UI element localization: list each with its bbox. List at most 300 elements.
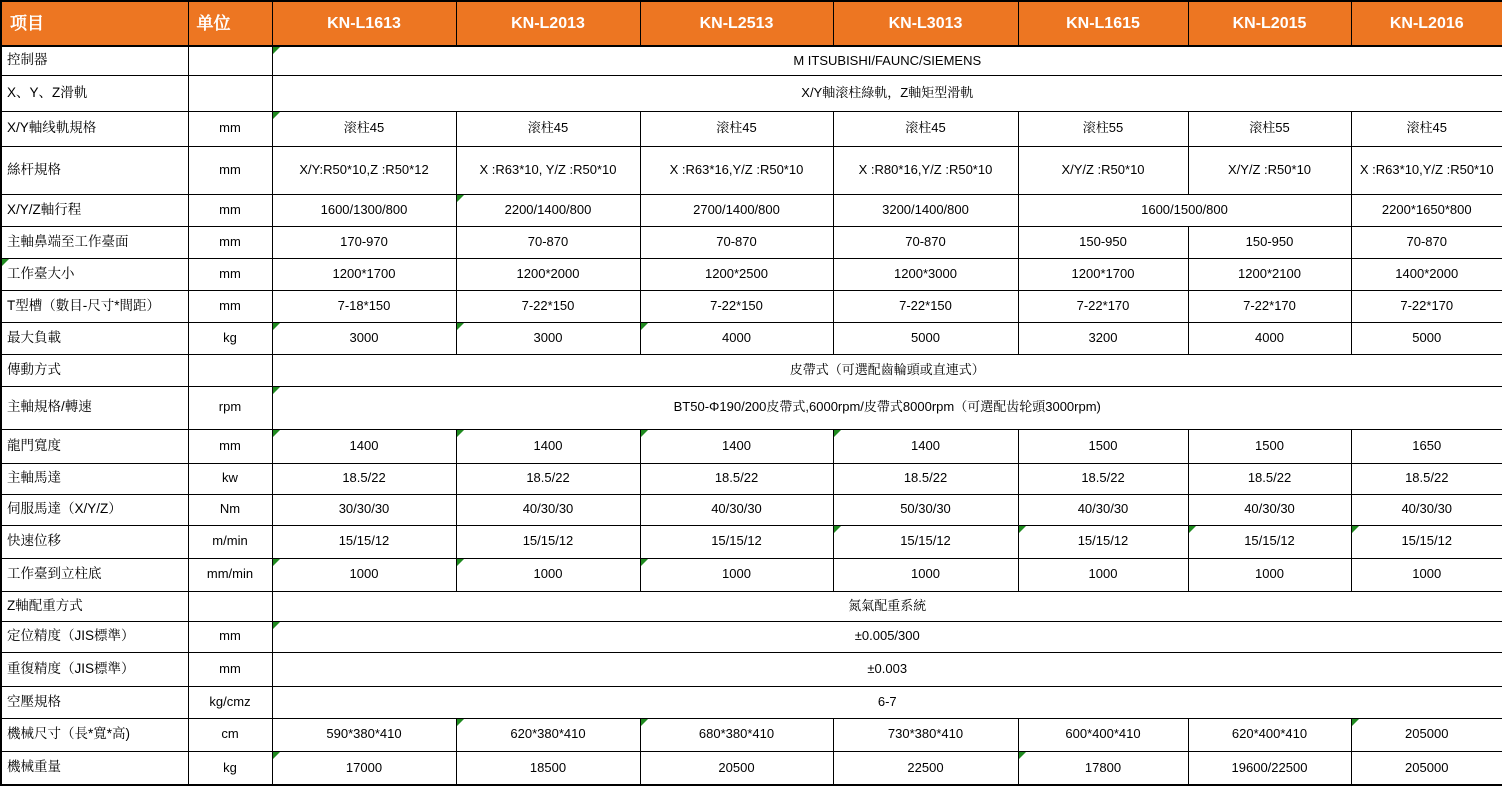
cell-text: X/Y/Z軸行程: [7, 201, 82, 217]
table-row: [1, 652, 1502, 686]
cell-text: T型槽（數目-尺寸*間距）: [7, 297, 160, 313]
cell-text: 680*380*410: [698, 726, 775, 742]
cell-text: 重復精度（JIS標準）: [7, 660, 135, 676]
row-label: [1, 386, 188, 429]
spec-value-cell: [833, 751, 1018, 785]
cell-text: 7-22*150: [899, 297, 952, 313]
spec-value-cell: [272, 558, 456, 591]
cell-text: 5000: [1412, 329, 1442, 345]
cell-text: 氮氣配重系統: [848, 597, 927, 613]
spec-value-cell: [640, 525, 833, 558]
spec-value-cell: [1351, 258, 1502, 290]
spec-value-cell: [640, 463, 833, 494]
row-unit: [188, 652, 272, 686]
cell-text: 7-22*170: [1400, 297, 1454, 313]
spec-table-body: [1, 46, 1502, 785]
cell-text: 龍門寬度: [7, 437, 61, 453]
header-model: KN-L2015: [1188, 1, 1351, 46]
table-row: [1, 111, 1502, 146]
cell-text: X :R63*10,Y/Z :R50*10: [1359, 161, 1494, 177]
spec-value-cell: [272, 718, 456, 751]
cell-text: mm: [219, 233, 241, 249]
spec-value-cell: [833, 290, 1018, 322]
spec-value-cell: [640, 258, 833, 290]
cell-text: 1400*2000: [1395, 265, 1459, 281]
row-unit: [188, 46, 272, 75]
cell-text: 滚柱45: [1406, 120, 1447, 136]
spec-value-cell: [1188, 226, 1351, 258]
table-row: [1, 429, 1502, 463]
error-indicator-triangle-icon: [273, 752, 280, 759]
spec-value-cell: [1351, 290, 1502, 322]
cell-text: 15/15/12: [522, 533, 574, 549]
spec-value-cell: [456, 718, 640, 751]
cell-text: 1200*2100: [1238, 265, 1301, 281]
cell-text: 620*400*410: [1231, 726, 1308, 742]
table-row: [1, 621, 1502, 652]
cell-text: 1400: [911, 437, 940, 453]
table-row: [1, 258, 1502, 290]
cell-text: 1200*1700: [332, 265, 396, 281]
header-unit-label: 单位: [188, 1, 272, 46]
row-unit: [188, 226, 272, 258]
error-indicator-triangle-icon: [273, 387, 280, 394]
spec-value-cell: [640, 322, 833, 354]
cell-text: mm/min: [206, 566, 254, 582]
row-label: [1, 429, 188, 463]
row-label: [1, 621, 188, 652]
spec-value-cell: [272, 686, 1502, 718]
row-label: [1, 226, 188, 258]
spec-value-cell: [833, 525, 1018, 558]
cell-text: 15/15/12: [711, 533, 762, 549]
spec-value-cell: [272, 354, 1502, 386]
spec-value-cell: [456, 494, 640, 525]
row-label: [1, 494, 188, 525]
spec-value-cell: [640, 146, 833, 194]
cell-text: 1000: [911, 566, 940, 582]
cell-text: 滚柱55: [1249, 120, 1290, 136]
spec-value-cell: [833, 494, 1018, 525]
cell-text: 工作臺到立柱底: [7, 566, 102, 582]
error-indicator-triangle-icon: [273, 622, 280, 629]
spec-value-cell: [456, 146, 640, 194]
error-indicator-triangle-icon: [641, 323, 648, 330]
row-label: [1, 354, 188, 386]
cell-text: 工作臺大小: [7, 265, 75, 281]
spec-value-cell: [272, 194, 456, 226]
cell-text: 滚柱45: [716, 120, 757, 136]
cell-text: 3200: [1088, 329, 1118, 345]
cell-text: ±0.003: [867, 660, 908, 676]
cell-text: mm: [219, 437, 241, 453]
cell-text: 20500: [718, 759, 755, 775]
row-label: [1, 194, 188, 226]
error-indicator-triangle-icon: [273, 430, 280, 437]
table-row: [1, 46, 1502, 75]
cell-text: 1200*2000: [516, 265, 580, 281]
spec-value-cell: [1188, 111, 1351, 146]
spec-value-cell: [1018, 718, 1188, 751]
row-unit: [188, 494, 272, 525]
cell-text: 15/15/12: [1077, 533, 1129, 549]
cell-text: 1650: [1412, 437, 1442, 453]
spec-value-cell: [1351, 146, 1502, 194]
cell-text: ±0.005/300: [854, 628, 920, 644]
spec-value-cell: [272, 146, 456, 194]
cell-text: 7-22*150: [710, 297, 763, 313]
row-label: [1, 558, 188, 591]
row-label: [1, 75, 188, 111]
cell-text: X/Y:R50*10,Z :R50*12: [299, 161, 429, 177]
spec-value-cell: [272, 46, 1502, 75]
spec-value-cell: [640, 111, 833, 146]
spec-value-cell: [456, 525, 640, 558]
cell-text: 空壓規格: [7, 693, 61, 709]
cell-text: 滚柱45: [343, 120, 385, 136]
cell-text: 7-22*170: [1243, 297, 1296, 313]
cell-text: X :R63*16,Y/Z :R50*10: [669, 161, 804, 177]
error-indicator-triangle-icon: [273, 47, 280, 54]
spec-value-cell: [833, 322, 1018, 354]
spec-value-cell: [640, 751, 833, 785]
cell-text: 19600/22500: [1231, 759, 1308, 775]
spec-value-cell: [640, 718, 833, 751]
spec-value-cell: [1018, 751, 1188, 785]
spec-value-cell: [1351, 194, 1502, 226]
cell-text: 1000: [1255, 566, 1284, 582]
error-indicator-triangle-icon: [457, 559, 464, 566]
row-unit: [188, 686, 272, 718]
cell-text: m/min: [212, 533, 248, 549]
cell-text: kg/cmz: [209, 693, 251, 709]
spec-value-cell: [833, 111, 1018, 146]
spec-value-cell: [272, 525, 456, 558]
cell-text: 主軸馬達: [7, 470, 61, 486]
cell-text: 絲杆規格: [7, 161, 61, 177]
cell-text: cm: [221, 726, 239, 742]
spec-value-cell: [1188, 258, 1351, 290]
row-unit: [188, 751, 272, 785]
cell-text: 50/30/30: [900, 501, 951, 517]
row-label: [1, 718, 188, 751]
spec-value-cell: [272, 621, 1502, 652]
cell-text: 3200/1400/800: [882, 201, 969, 217]
row-unit: [188, 290, 272, 322]
spec-value-cell: [1188, 718, 1351, 751]
error-indicator-triangle-icon: [641, 719, 648, 726]
row-label: [1, 652, 188, 686]
cell-text: 1500: [1255, 437, 1284, 453]
cell-text: 1000: [1088, 566, 1118, 582]
cell-text: 1400: [722, 437, 751, 453]
row-unit: [188, 194, 272, 226]
spec-value-cell: [272, 463, 456, 494]
cell-text: 18.5/22: [1405, 470, 1449, 486]
row-unit: [188, 591, 272, 621]
row-label: [1, 751, 188, 785]
spec-value-cell: [833, 718, 1018, 751]
table-row: [1, 290, 1502, 322]
cell-text: rpm: [218, 399, 242, 415]
spec-value-cell: [833, 258, 1018, 290]
cell-text: 15/15/12: [1401, 533, 1453, 549]
error-indicator-triangle-icon: [641, 559, 648, 566]
spec-value-cell: [640, 194, 833, 226]
spec-value-cell: [1351, 463, 1502, 494]
table-row: [1, 75, 1502, 111]
cell-text: 40/30/30: [711, 501, 762, 517]
header-model: KN-L1613: [272, 1, 456, 46]
spec-value-cell: [1188, 463, 1351, 494]
cell-text: mm: [219, 161, 241, 177]
cell-text: 18.5/22: [526, 470, 570, 486]
error-indicator-triangle-icon: [2, 259, 9, 266]
header-model: KN-L2513: [640, 1, 833, 46]
cell-text: mm: [219, 297, 241, 313]
table-row: [1, 751, 1502, 785]
cell-text: 600*400*410: [1065, 726, 1141, 742]
spec-value-cell: [272, 652, 1502, 686]
row-unit: [188, 558, 272, 591]
spec-value-cell: [833, 429, 1018, 463]
error-indicator-triangle-icon: [1019, 752, 1026, 759]
spec-value-cell: [1351, 494, 1502, 525]
spec-value-cell: [456, 463, 640, 494]
spec-value-cell: [1018, 463, 1188, 494]
cell-text: 18.5/22: [342, 470, 386, 486]
spec-value-cell: [272, 258, 456, 290]
error-indicator-triangle-icon: [641, 430, 648, 437]
cell-text: 18.5/22: [1081, 470, 1125, 486]
row-unit: [188, 386, 272, 429]
spec-value-cell: [1188, 525, 1351, 558]
cell-text: 15/15/12: [1244, 533, 1295, 549]
spec-value-cell: [640, 558, 833, 591]
spec-value-cell: [272, 111, 456, 146]
row-unit: [188, 621, 272, 652]
error-indicator-triangle-icon: [834, 526, 841, 533]
row-label: [1, 111, 188, 146]
cell-text: 1000: [533, 566, 563, 582]
cell-text: 主軸鼻端至工作臺面: [7, 233, 129, 249]
spec-value-cell: [272, 429, 456, 463]
spec-value-cell: [272, 75, 1502, 111]
cell-text: 最大負載: [7, 329, 61, 345]
spec-value-cell: [833, 226, 1018, 258]
cell-text: 18500: [529, 759, 567, 775]
cell-text: 1000: [722, 566, 751, 582]
cell-text: kg: [223, 759, 237, 775]
error-indicator-triangle-icon: [457, 430, 464, 437]
spec-value-cell: [833, 463, 1018, 494]
cell-text: Z軸配重方式: [7, 597, 83, 613]
cell-text: 205000: [1405, 759, 1449, 775]
spec-value-cell: [272, 751, 456, 785]
table-row: [1, 494, 1502, 525]
spec-value-cell: [456, 751, 640, 785]
spec-value-cell: [1018, 558, 1188, 591]
spec-value-cell: [640, 494, 833, 525]
cell-text: kw: [222, 470, 238, 486]
cell-text: 18.5/22: [714, 470, 759, 486]
error-indicator-triangle-icon: [457, 719, 464, 726]
cell-text: 40/30/30: [1244, 501, 1295, 517]
row-unit: [188, 75, 272, 111]
error-indicator-triangle-icon: [1019, 526, 1026, 533]
spec-value-cell: [272, 290, 456, 322]
cell-text: 1400: [349, 437, 379, 453]
cell-text: 30/30/30: [338, 501, 390, 517]
row-label: [1, 146, 188, 194]
row-unit: [188, 322, 272, 354]
cell-text: mm: [219, 628, 241, 644]
spec-value-cell: [1018, 146, 1188, 194]
cell-text: 22500: [907, 759, 944, 775]
row-label: [1, 46, 188, 75]
table-row: [1, 386, 1502, 429]
spec-value-cell: [833, 194, 1018, 226]
cell-text: X/Y軸线軌規格: [7, 120, 97, 136]
spec-value-cell: [456, 258, 640, 290]
spec-value-cell: [456, 290, 640, 322]
cell-text: 1200*2500: [705, 265, 768, 281]
spec-value-cell: [1188, 494, 1351, 525]
spec-value-cell: [1018, 494, 1188, 525]
table-row: [1, 525, 1502, 558]
spec-value-cell: [272, 591, 1502, 621]
cell-text: 7-22*150: [521, 297, 575, 313]
cell-text: 4000: [1255, 329, 1284, 345]
spec-value-cell: [1018, 194, 1351, 226]
header-item-label: 项目: [1, 1, 188, 46]
cell-text: X/Y軸滚柱綠軌，Z軸矩型滑軌: [801, 84, 974, 100]
cell-text: mm: [219, 120, 241, 136]
spec-value-cell: [1351, 111, 1502, 146]
cell-text: 3000: [349, 329, 379, 345]
row-label: [1, 525, 188, 558]
spec-value-cell: [456, 322, 640, 354]
row-unit: [188, 429, 272, 463]
cell-text: 2200*1650*800: [1381, 201, 1472, 217]
table-row: [1, 146, 1502, 194]
cell-text: Nm: [219, 501, 241, 517]
spec-value-cell: [1018, 226, 1188, 258]
cell-text: 滚柱55: [1082, 120, 1124, 136]
header-row: [1, 1, 1502, 46]
cell-text: 205000: [1405, 726, 1449, 742]
row-label: [1, 686, 188, 718]
cell-text: 1200*3000: [894, 265, 957, 281]
spec-value-cell: [1018, 429, 1188, 463]
cell-text: 70-870: [1406, 233, 1447, 249]
spec-value-cell: [1351, 525, 1502, 558]
error-indicator-triangle-icon: [457, 195, 464, 202]
spec-value-cell: [1351, 751, 1502, 785]
cell-text: kg: [223, 329, 237, 345]
spec-value-cell: [833, 146, 1018, 194]
error-indicator-triangle-icon: [457, 323, 464, 330]
table-row: [1, 322, 1502, 354]
table-row: [1, 354, 1502, 386]
spec-value-cell: [456, 194, 640, 226]
spec-value-cell: [456, 558, 640, 591]
spec-value-cell: [640, 290, 833, 322]
cell-text: 70-870: [905, 233, 946, 249]
spec-value-cell: [640, 226, 833, 258]
cell-text: 17800: [1084, 759, 1122, 775]
spec-value-cell: [833, 558, 1018, 591]
cell-text: 40/30/30: [1077, 501, 1129, 517]
cell-text: X :R63*10, Y/Z :R50*10: [479, 161, 617, 177]
header-model: KN-L2013: [456, 1, 640, 46]
error-indicator-triangle-icon: [273, 323, 280, 330]
spec-value-cell: [1018, 525, 1188, 558]
spec-value-cell: [272, 322, 456, 354]
row-unit: [188, 354, 272, 386]
cell-text: 1600/1300/800: [320, 201, 408, 217]
spec-value-cell: [1351, 226, 1502, 258]
error-indicator-triangle-icon: [273, 559, 280, 566]
cell-text: mm: [219, 201, 241, 217]
spec-value-cell: [1351, 558, 1502, 591]
row-label: [1, 463, 188, 494]
header-model: KN-L3013: [833, 1, 1018, 46]
cell-text: M ITSUBISHI/FAUNC/SIEMENS: [793, 52, 982, 68]
cell-text: mm: [219, 265, 241, 281]
spec-value-cell: [1188, 558, 1351, 591]
cell-text: 1400: [533, 437, 563, 453]
cell-text: 70-870: [716, 233, 757, 249]
cell-text: 機械尺寸（長*寬*高): [7, 726, 131, 742]
cell-text: mm: [219, 660, 241, 676]
cell-text: 皮帶式（可選配齒輪頭或直連式）: [789, 361, 985, 377]
row-unit: [188, 258, 272, 290]
spec-value-cell: [1188, 751, 1351, 785]
row-unit: [188, 525, 272, 558]
error-indicator-triangle-icon: [834, 430, 841, 437]
cell-text: 18.5/22: [1247, 470, 1292, 486]
cell-text: 滚柱45: [905, 120, 946, 136]
table-row: [1, 194, 1502, 226]
cell-text: 4000: [722, 329, 751, 345]
table-row: [1, 686, 1502, 718]
cell-text: 1000: [349, 566, 379, 582]
cell-text: 機械重量: [7, 759, 61, 775]
cell-text: 730*380*410: [887, 726, 964, 742]
cell-text: 1600/1500/800: [1141, 201, 1228, 217]
cell-text: 6-7: [877, 693, 897, 709]
cell-text: 18.5/22: [903, 470, 948, 486]
cell-text: X/Y/Z :R50*10: [1227, 161, 1312, 177]
cell-text: 70-870: [527, 233, 569, 249]
spec-value-cell: [1018, 111, 1188, 146]
cell-text: X/Y/Z :R50*10: [1061, 161, 1145, 177]
error-indicator-triangle-icon: [1352, 719, 1359, 726]
spec-value-cell: [456, 429, 640, 463]
cell-text: BT50-Φ190/200皮帶式,6000rpm/皮帶式8000rpm（可選配齿轮頭3000rpm): [673, 399, 1101, 415]
spec-value-cell: [1188, 290, 1351, 322]
spec-value-cell: [640, 429, 833, 463]
cell-text: 伺服馬達（X/Y/Z）: [7, 501, 122, 517]
cell-text: 620*380*410: [510, 726, 586, 742]
cell-text: 控制器: [7, 52, 48, 68]
cell-text: 傳動方式: [7, 361, 61, 377]
cell-text: 滚柱45: [527, 120, 569, 136]
spec-value-cell: [1351, 429, 1502, 463]
cell-text: 150-950: [1245, 233, 1294, 249]
spec-value-cell: [1188, 429, 1351, 463]
